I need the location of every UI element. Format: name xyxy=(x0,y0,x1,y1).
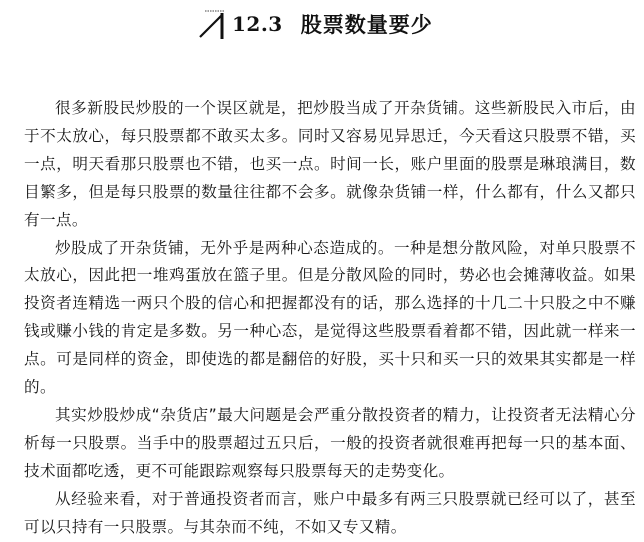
section-heading xyxy=(196,2,433,46)
paragraph-2: 炒股成了开杂货铺，无外乎是两种心态造成的。一种是想分散风险，对单只股票不太放心，因此把一堆鸡蛋放在篮子里。但是分散风险的同时，势必也会摊薄收益。如果投资者连精选一两只个股的信心和把握都没有的话，那么选择的十几二十只股之中不赚钱或赚小钱的肯定是多数。另一种心态，是觉得这些股票看着都不错，因此就一样来一点。可是同样的资金，即使选的都是翻倍的好股，买十只和买一只的效果其实都是一样的。 xyxy=(24,238,636,397)
section-number: 12.3 xyxy=(232,12,283,36)
paragraph-4: 从经验来看，对于普通投资者而言，账户中最多有两三只股票就已经可以了，甚至可以只持有一只股票。与其杂而不纯，不如又专又精。 xyxy=(24,489,636,536)
corner-arrow-icon xyxy=(196,7,226,41)
paragraph-1: 很多新股民炒股的一个误区就是，把炒股当成了开杂货铺。这些新股民入市后，由于不太放心，每只股票都不敢买太多。同时又容易见异思迁，今天看这只股票不错，买一点，明天看那只股票也不错，也买一点。时间一长，账户里面的股票是琳琅满目，数目繁多，但是每只股票的数量往往都不会多。就像杂货铺一样，什么都有，什么又都只有一点。 xyxy=(24,99,636,229)
paragraph-3: 其实炒股炒成“杂货店”最大问题是会严重分散投资者的精力，让投资者无法精心分析每一只股票。当手中的股票超过五只后，一般的投资者就很难再把每一只的基本面、技术面都吃透，更不可能跟踪观察每只股票每天的走势变化。 xyxy=(24,405,636,480)
section-title: 股票数量要少 xyxy=(300,13,433,37)
body-text xyxy=(24,95,636,542)
